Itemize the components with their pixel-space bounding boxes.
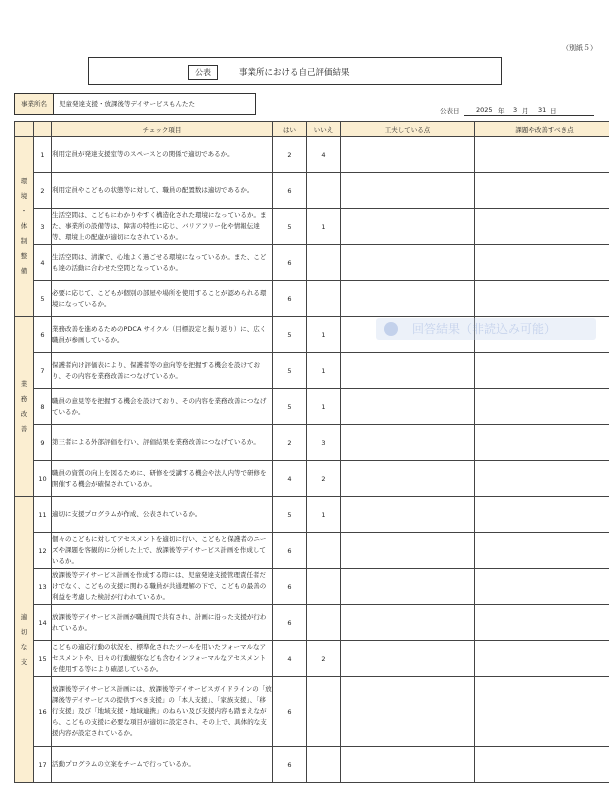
category-char: 境 [20,192,28,200]
check-item-text: 業務改善を進めるためのPDCA サイクル（目標設定と振り返り）に、広く職員が参画しているか。 [52,317,273,353]
issues-cell [475,605,609,641]
no-count [307,569,341,605]
header-issues: 課題や改善すべき点 [475,122,609,137]
org-box [14,93,256,115]
no-count: 4 [307,137,341,173]
issues-cell [475,281,609,317]
effort-cell [341,569,475,605]
effort-cell [341,173,475,209]
publish-underline [464,115,594,116]
effort-cell [341,605,475,641]
table-row [15,747,609,783]
effort-cell [341,747,475,783]
issues-cell [475,353,609,389]
check-item-text: 保護者向け評価表により、保護者等の意向等を把握する機会を設けており、その内容を業務改善につなげているか。 [52,353,273,389]
effort-cell [341,677,475,747]
effort-cell [341,281,475,317]
no-count: 1 [307,497,341,533]
category-char: 切 [20,627,28,636]
category-char: ・ [20,207,28,215]
table-row [15,173,609,209]
check-item-text: 放課後等デイサービス計画には、放課後等デイサービスガイドラインの「放課後等デイサービスの提供すべき支援」の「本人支援」、「家族支援」、「移行支援」及び「地域支援・地域連携」のねらい及び支援内容も踏まえながら、こどもの支援に必要な項目が適切に設定され、その上で、具体的な支援内容が設定されているか。 [52,677,273,747]
category-char: 制 [20,237,28,245]
effort-cell [341,137,475,173]
item-number: 13 [34,569,52,605]
table-row [15,389,609,425]
issues-cell [475,425,609,461]
table-row [15,209,609,245]
table-row [15,281,609,317]
yes-count: 6 [273,281,307,317]
item-number: 14 [34,605,52,641]
publish-year-unit: 年 [498,107,505,115]
check-item-text: 個々のこどもに対してアセスメントを適切に行い、こどもと保護者のニーズや課題を客観的に分析した上で、放課後等デイサービス計画を作成しているか。 [52,533,273,569]
table-row [15,461,609,497]
issues-cell [475,209,609,245]
check-item-text: 第三者による外部評価を行い、評価結果を業務改善につなげているか。 [52,425,273,461]
effort-cell [341,641,475,677]
yes-count: 2 [273,137,307,173]
category-char: 改 [20,409,28,418]
publish-year: 2025 [476,106,493,114]
header-corner [15,122,34,137]
no-count: 1 [307,317,341,353]
publish-month: 3 [513,106,518,114]
org-name: 児童発達支援・放課後等デイサービスもんたた [59,100,196,108]
table-row [15,569,609,605]
check-item-text: 必要に応じて、こどもが個別の部屋や場所を使用することが認められる環境になっているか。 [52,281,273,317]
publish-day-unit: 日 [550,107,557,115]
item-number: 12 [34,533,52,569]
issues-cell [475,677,609,747]
effort-cell [341,461,475,497]
table-row [15,605,609,641]
item-number: 10 [34,461,52,497]
no-count [307,173,341,209]
effort-cell [341,425,475,461]
title-box [88,57,502,85]
check-item-text: 放課後等デイサービス計画を作成する際には、児童発達支援管理責任者だけでなく、こどもの支援に関わる職員が共通理解の下で、こどもの最善の利益を考慮した検討が行われているか。 [52,569,273,605]
effort-cell [341,533,475,569]
item-number: 16 [34,677,52,747]
check-item-text: 職員の資質の向上を図るために、研修を受講する機会や法人内等で研修を開催する機会が確保されているか。 [52,461,273,497]
issues-cell [475,461,609,497]
effort-cell [341,497,475,533]
yes-count: 6 [273,747,307,783]
header-effort: 工夫している点 [341,122,475,137]
issues-cell [475,747,609,783]
issues-cell [475,173,609,209]
category-char: 整 [20,252,28,260]
no-count: 3 [307,425,341,461]
category-char: 業 [20,379,28,388]
no-count: 1 [307,389,341,425]
yes-count: 5 [273,353,307,389]
category-char: 善 [20,424,28,433]
yes-count: 5 [273,209,307,245]
yes-count: 6 [273,173,307,209]
publish-label: 公表日 [440,107,460,115]
category-label [15,317,34,497]
watermark-text: 回答結果（非読込み可能） [412,322,557,336]
check-item-text: 利用定員やこどもの状態等に対して、職員の配置数は適切であるか。 [52,173,273,209]
category-char: 体 [20,222,28,230]
yes-count: 5 [273,317,307,353]
page-title: 事業所における自己評価結果 [239,68,350,78]
effort-cell [341,209,475,245]
item-number: 6 [34,317,52,353]
yes-count: 4 [273,641,307,677]
item-number: 11 [34,497,52,533]
check-item-text: 生活空間は、こどもにわかりやすく構造化された環境になっているか。また、事業所の設備等は、障害の特性に応じ、バリアフリー化や情報伝達等、環境上の配慮が適切になされているか。 [52,209,273,245]
issues-cell [475,569,609,605]
issues-cell [475,533,609,569]
item-number: 15 [34,641,52,677]
no-count: 1 [307,209,341,245]
table-row [15,641,609,677]
check-item-text: 職員の意見等を把握する機会を設けており、その内容を業務改善につなげているか。 [52,389,273,425]
table-row [15,425,609,461]
yes-count: 5 [273,389,307,425]
no-count [307,747,341,783]
category-char: 務 [20,394,28,403]
public-badge: 公表 [188,65,218,80]
table-row [15,677,609,747]
category-char: 適 [20,612,28,621]
table-row [15,353,609,389]
issues-cell [475,245,609,281]
no-count: 2 [307,461,341,497]
yes-count: 6 [273,245,307,281]
effort-cell [341,245,475,281]
item-number: 8 [34,389,52,425]
category-char: 支 [20,657,28,666]
check-item-text: 適切に支援プログラムが作成、公表されているか。 [52,497,273,533]
item-number: 1 [34,137,52,173]
publish-day: 31 [538,106,547,114]
item-number: 17 [34,747,52,783]
check-item-text: 活動プログラムの立案をチームで行っているか。 [52,747,273,783]
header-no: いいえ [307,122,341,137]
table-row [15,533,609,569]
item-number: 5 [34,281,52,317]
header-yes: はい [273,122,307,137]
no-count [307,281,341,317]
yes-count: 6 [273,569,307,605]
effort-cell [341,389,475,425]
table-row [15,137,609,173]
check-item-text: 利用定員が発達支援室等のスペースとの関係で適切であるか。 [52,137,273,173]
item-number: 2 [34,173,52,209]
header-check-item: チェック項目 [52,122,273,137]
org-label: 事業所名 [15,94,54,114]
check-item-text: こどもの適応行動の状況を、標準化されたツールを用いたフォーマルなアセスメントや、日々の行動観察なども含むインフォーマルなアセスメントを使用する等により確認しているか。 [52,641,273,677]
table-row [15,497,609,533]
issues-cell [475,389,609,425]
info-icon [384,322,398,336]
item-number: 3 [34,209,52,245]
category-char: 備 [20,267,28,275]
yes-count: 5 [273,497,307,533]
effort-cell [341,353,475,389]
yes-count: 6 [273,533,307,569]
yes-count: 6 [273,605,307,641]
issues-cell [475,641,609,677]
publish-month-unit: 月 [522,107,529,115]
no-count: 2 [307,641,341,677]
item-number: 4 [34,245,52,281]
item-number: 7 [34,353,52,389]
yes-count: 6 [273,677,307,747]
yes-count: 2 [273,425,307,461]
no-count [307,245,341,281]
category-char: 環 [20,177,28,185]
table-row [15,245,609,281]
category-label [15,137,34,317]
check-item-text: 放課後等デイサービス計画が職員間で共有され、計画に沿った支援が行われているか。 [52,605,273,641]
category-char: な [20,642,28,651]
item-number: 9 [34,425,52,461]
no-count: 1 [307,353,341,389]
no-count [307,533,341,569]
issues-cell [475,137,609,173]
annex-label: （別紙５） [562,44,597,52]
evaluation-table [14,121,609,783]
no-count [307,605,341,641]
no-count [307,677,341,747]
yes-count: 4 [273,461,307,497]
check-item-text: 生活空間は、清潔で、心地よく過ごせる環境になっているか。また、こども達の活動に合わせた空間となっているか。 [52,245,273,281]
watermark-overlay [376,318,596,340]
header-number [34,122,52,137]
issues-cell [475,497,609,533]
category-label [15,497,34,783]
